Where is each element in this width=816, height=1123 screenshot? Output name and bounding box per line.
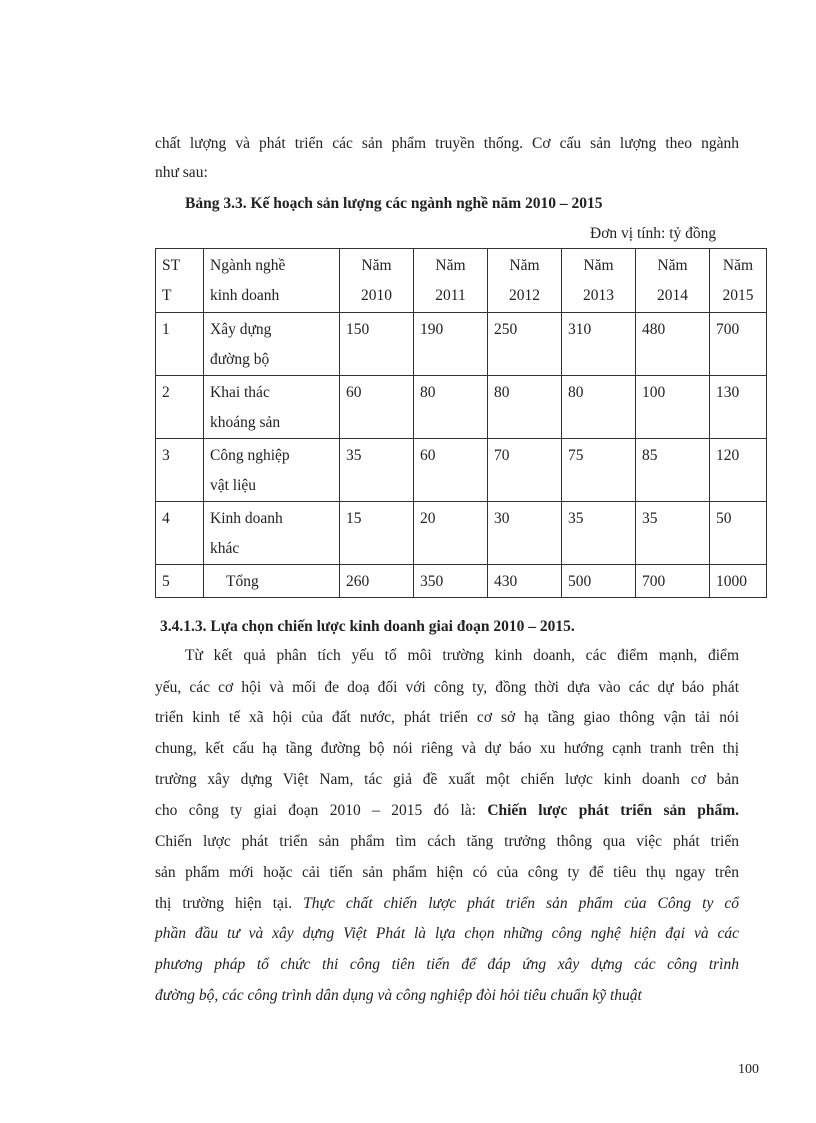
- paragraph-line: [155, 801, 739, 821]
- strategy-emphasis: Chiến lược phát triển sản phẩm.: [487, 802, 739, 819]
- table-header-row: [156, 249, 767, 313]
- cell-stt: 2: [156, 376, 204, 439]
- cell-value: 500: [562, 565, 636, 598]
- production-plan-table: [155, 248, 767, 598]
- table-row: [156, 313, 767, 376]
- paragraph-line: yếu, các cơ hội và mối đe doạ đối với công ty, đồng thời dựa vào các dự báo phát: [155, 679, 739, 696]
- header-year-2015: Năm 2015: [710, 249, 767, 313]
- cell-value: 70: [488, 439, 562, 502]
- table-row: [156, 376, 767, 439]
- paragraph-line: [155, 894, 739, 914]
- paragraph-line: triển kinh tế xã hội của đất nước, phát triển cơ sở hạ tầng giao thông vận tải nói: [155, 709, 739, 726]
- header-year-2010: Năm 2010: [340, 249, 414, 313]
- intro-line-1: chất lượng và phát triển các sản phẩm truyền thống. Cơ cấu sản lượng theo ngành: [155, 135, 739, 152]
- cell-value: 80: [562, 376, 636, 439]
- cell-value: 35: [636, 502, 710, 565]
- paragraph-line: Chiến lược phát triển sản phẩm tìm cách tăng trưởng thông qua việc phát triển: [155, 833, 739, 850]
- table-title: Bảng 3.3. Kế hoạch sản lượng các ngành nghề năm 2010 – 2015: [185, 195, 603, 212]
- cell-value: 700: [710, 313, 767, 376]
- paragraph-line: chung, kết cấu hạ tầng đường bộ nói riêng và dự báo xu hướng cạnh tranh trên thị: [155, 740, 739, 757]
- cell-value: 35: [562, 502, 636, 565]
- table-row-total: [156, 565, 767, 598]
- cell-nganh: Xây dựng đường bộ: [204, 313, 340, 376]
- cell-value: 75: [562, 439, 636, 502]
- cell-value: 35: [340, 439, 414, 502]
- section-heading: 3.4.1.3. Lựa chọn chiến lược kinh doanh giai đoạn 2010 – 2015.: [160, 618, 575, 635]
- table-unit: Đơn vị tính: tỷ đồng: [590, 225, 717, 242]
- cell-value: 480: [636, 313, 710, 376]
- table-row: [156, 439, 767, 502]
- paragraph-line: trường xây dựng Việt Nam, tác giả đề xuất một chiến lược kinh doanh cơ bản: [155, 771, 739, 788]
- paragraph-line-italic: phần đầu tư và xây dựng Việt Phát là lựa chọn những công nghệ hiện đại và các: [155, 925, 739, 942]
- paragraph-text: thị trường hiện tại.: [155, 895, 304, 912]
- intro-line-2: như sau:: [155, 164, 208, 181]
- cell-stt: 5: [156, 565, 204, 598]
- page-number: 100: [738, 1062, 759, 1077]
- cell-nganh: Khai thác khoáng sản: [204, 376, 340, 439]
- header-stt: ST T: [156, 249, 204, 313]
- cell-value: 190: [414, 313, 488, 376]
- cell-value: 85: [636, 439, 710, 502]
- paragraph-text: cho công ty giai đoạn 2010 – 2015 đó là:: [155, 802, 488, 819]
- cell-value: 80: [414, 376, 488, 439]
- paragraph-italic: Thực chất chiến lược phát triển sản phẩm của Công ty cổ: [303, 895, 739, 912]
- table-row: [156, 502, 767, 565]
- cell-value: 80: [488, 376, 562, 439]
- cell-stt: 1: [156, 313, 204, 376]
- cell-nganh: Công nghiệp vật liệu: [204, 439, 340, 502]
- cell-value: 120: [710, 439, 767, 502]
- cell-value: 100: [636, 376, 710, 439]
- cell-value: 60: [340, 376, 414, 439]
- header-year-2014: Năm 2014: [636, 249, 710, 313]
- header-year-2011: Năm 2011: [414, 249, 488, 313]
- paragraph-line: Từ kết quả phân tích yếu tố môi trường kinh doanh, các điểm mạnh, điểm: [185, 647, 739, 664]
- paragraph-line-italic: phương pháp tổ chức thi công tiên tiến để đáp ứng xây dựng các công trình: [155, 956, 739, 973]
- cell-nganh-total: Tổng: [204, 565, 340, 598]
- cell-value: 150: [340, 313, 414, 376]
- cell-stt: 3: [156, 439, 204, 502]
- paragraph-line-italic: đường bộ, các công trình dân dụng và công nghiệp đòi hỏi tiêu chuẩn kỹ thuật: [155, 987, 642, 1004]
- cell-value: 1000: [710, 565, 767, 598]
- cell-value: 350: [414, 565, 488, 598]
- cell-value: 700: [636, 565, 710, 598]
- cell-value: 430: [488, 565, 562, 598]
- cell-value: 130: [710, 376, 767, 439]
- header-year-2012: Năm 2012: [488, 249, 562, 313]
- cell-value: 20: [414, 502, 488, 565]
- cell-value: 310: [562, 313, 636, 376]
- cell-stt: 4: [156, 502, 204, 565]
- cell-value: 15: [340, 502, 414, 565]
- cell-nganh: Kinh doanh khác: [204, 502, 340, 565]
- header-nganh-nghe: Ngành nghề kinh doanh: [204, 249, 340, 313]
- cell-value: 60: [414, 439, 488, 502]
- cell-value: 30: [488, 502, 562, 565]
- cell-value: 250: [488, 313, 562, 376]
- cell-value: 50: [710, 502, 767, 565]
- header-year-2013: Năm 2013: [562, 249, 636, 313]
- cell-value: 260: [340, 565, 414, 598]
- paragraph-line: sản phẩm mới hoặc cải tiến sản phẩm hiện có của công ty để tiêu thụ ngay trên: [155, 864, 739, 881]
